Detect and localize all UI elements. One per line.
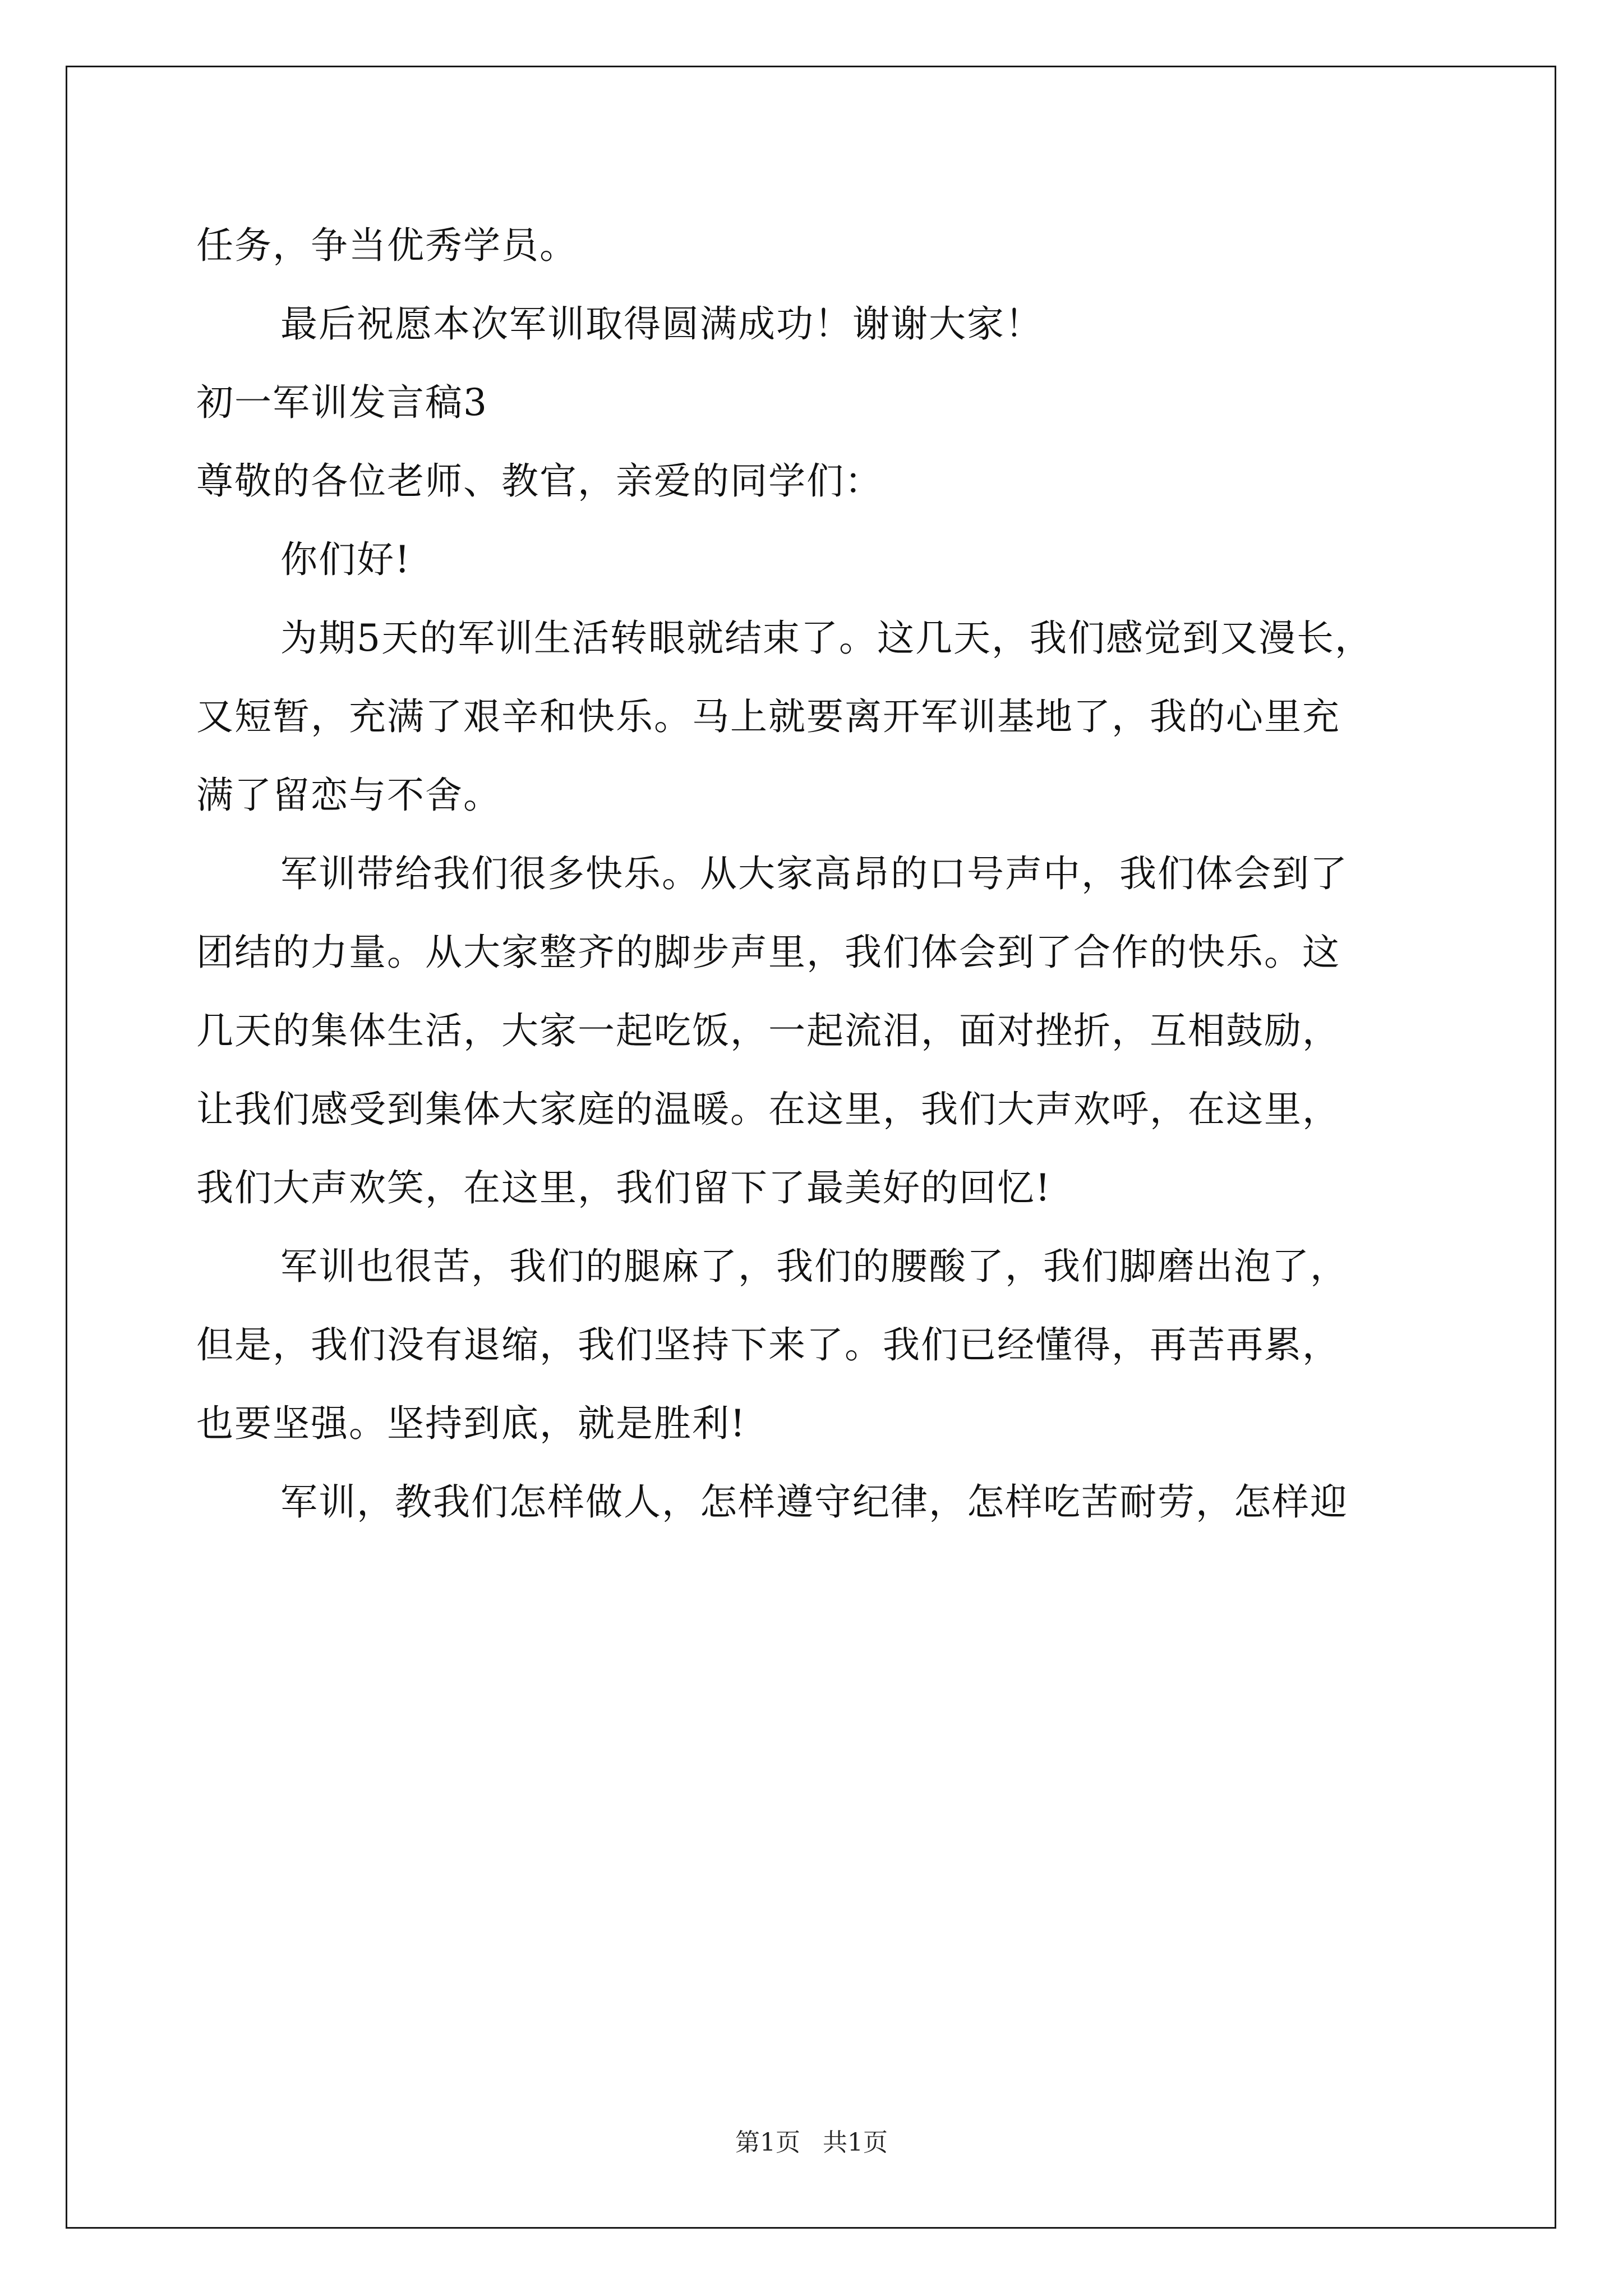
text-line: 军训也很苦，我们的腿麻了，我们的腰酸了，我们脚磨出泡了，: [280, 1245, 1348, 1288]
text-line: 为期5天的军训生活转眼就结束了。这几天，我们感觉到又漫长，: [280, 616, 1373, 660]
closing-line: 最后祝愿本次军训取得圆满成功！谢谢大家！: [280, 302, 1043, 346]
text-line: 军训带给我们很多快乐。从大家高昂的口号声中，我们体会到了: [280, 852, 1348, 895]
page-total: 共1页: [823, 2128, 888, 2157]
section-title: 初一军训发言稿3: [196, 381, 488, 424]
document-body: [196, 206, 1447, 1542]
text-line: 又短暂，充满了艰辛和快乐。马上就要离开军训基地了，我的心里充: [196, 695, 1340, 738]
text-line: 让我们感受到集体大家庭的温暖。在这里，我们大声欢呼，在这里，: [196, 1088, 1340, 1131]
page-number: 第1页: [735, 2128, 800, 2157]
text-line: 任务，争当优秀学员。: [196, 224, 578, 267]
greeting: 你们好!: [280, 538, 411, 581]
text-line: 也要坚强。坚持到底，就是胜利!: [196, 1402, 746, 1445]
salutation: 尊敬的各位老师、教官，亲爱的同学们：: [196, 459, 883, 503]
text-line: 军训，教我们怎样做人，怎样遵守纪律，怎样吃苦耐劳，怎样迎: [280, 1480, 1348, 1524]
text-line: 几天的集体生活，大家一起吃饭，一起流泪，面对挫折，互相鼓励，: [196, 1009, 1340, 1052]
text-line: 团结的力量。从大家整齐的脚步声里，我们体会到了合作的快乐。这: [196, 931, 1340, 974]
text-line: 但是，我们没有退缩，我们坚持下来了。我们已经懂得，再苦再累，: [196, 1323, 1340, 1366]
text-line: 满了留恋与不舍。: [196, 774, 501, 817]
page-footer: [0, 2126, 1623, 2160]
text-line: 我们大声欢笑，在这里，我们留下了最美好的回忆!: [196, 1166, 1052, 1209]
